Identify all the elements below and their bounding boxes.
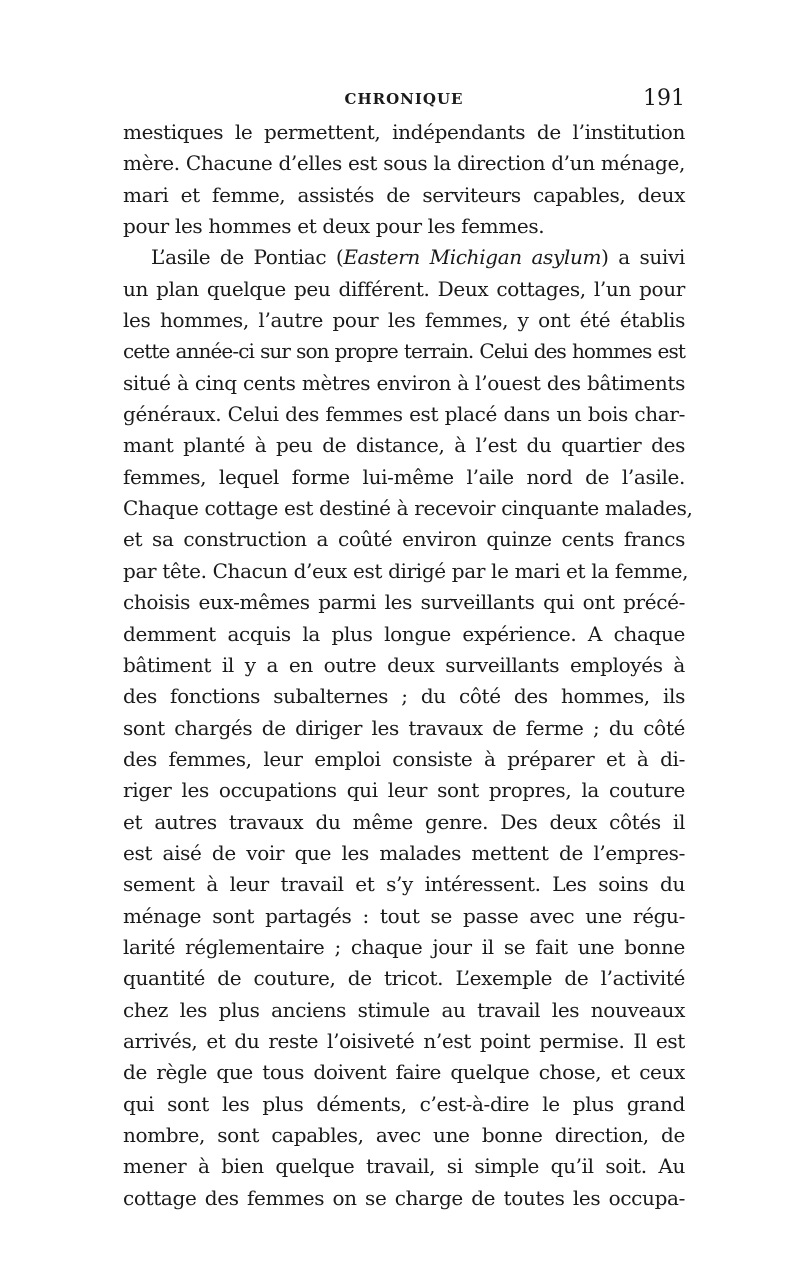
page-number: 191 bbox=[643, 86, 685, 111]
text-line: chez les plus anciens stimule au travail les nouveaux bbox=[123, 997, 685, 1022]
text-line: quantité de couture, de tricot. L’exemple de l’activité bbox=[123, 966, 685, 991]
text-line: mestiques le permettent, indépendants de l’institution bbox=[123, 120, 685, 144]
text-line: les hommes, l’autre pour les femmes, y ont été établis bbox=[123, 308, 685, 333]
text-line: et autres travaux du même genre. Des deux côtés il bbox=[123, 809, 685, 834]
text-line: mère. Chacune d’elles est sous la direction d’un ménage, bbox=[123, 151, 685, 176]
text-line: mener à bien quelque travail, si simple qu’il soit. Au bbox=[123, 1154, 685, 1179]
text-line: demment acquis la plus longue expérience. A chaque bbox=[123, 621, 685, 646]
text-run: ) a suivi bbox=[601, 245, 685, 270]
text-line: des fonctions subalternes ; du côté des hommes, ils bbox=[123, 684, 685, 709]
text-line: riger les occupations qui leur sont propres, la couture bbox=[123, 778, 685, 803]
text-line: cette année-ci sur son propre terrain. Celui des hommes est bbox=[123, 339, 685, 364]
text-line: un plan quelque peu différent. Deux cottages, l’un pour bbox=[123, 276, 685, 301]
text-line: généraux. Celui des femmes est placé dans un bois char- bbox=[123, 402, 685, 427]
italic-title: Eastern Michigan asylum bbox=[343, 245, 602, 270]
text-line: de règle que tous doivent faire quelque chose, et ceux bbox=[123, 1060, 685, 1085]
text-line: cottage des femmes on se charge de toutes les occupa- bbox=[123, 1185, 685, 1210]
running-head bbox=[123, 86, 685, 116]
text-line: des femmes, leur emploi consiste à préparer et à di- bbox=[123, 746, 685, 771]
text-line: est aisé de voir que les malades mettent de l’empres- bbox=[123, 840, 685, 865]
running-title: CHRONIQUE bbox=[344, 90, 464, 108]
text-line: sont chargés de diriger les travaux de ferme ; du côté bbox=[123, 715, 685, 740]
text-line: femmes, lequel forme lui-même l’aile nord de l’asile. bbox=[123, 464, 685, 489]
text-line: et sa construction a coûté environ quinze cents francs bbox=[123, 527, 685, 552]
text-line: ménage sont partagés : tout se passe avec une régu- bbox=[123, 903, 685, 928]
text-line: par tête. Chacun d’eux est dirigé par le mari et la femme, bbox=[123, 558, 689, 583]
text-line: mant planté à peu de distance, à l’est du quartier des bbox=[123, 433, 685, 458]
text-line: bâtiment il y a en outre deux surveillants employés à bbox=[123, 652, 685, 677]
text-run: L’asile de Pontiac ( bbox=[151, 245, 344, 270]
text-line: Chaque cottage est destiné à recevoir cinquante malades, bbox=[123, 496, 693, 521]
body-text bbox=[123, 117, 693, 1214]
text-line: choisis eux-mêmes parmi les surveillants qui ont précé- bbox=[123, 590, 685, 615]
text-line: pour les hommes et deux pour les femmes. bbox=[123, 214, 545, 239]
text-line: situé à cinq cents mètres environ à l’ouest des bâtiments bbox=[123, 370, 685, 395]
text-line: sement à leur travail et s’y intéressent. Les soins du bbox=[123, 872, 685, 897]
text-line: arrivés, et du reste l’oisiveté n’est point permise. Il est bbox=[123, 1028, 685, 1053]
text-line: larité réglementaire ; chaque jour il se fait une bonne bbox=[123, 934, 685, 959]
text-line: nombre, sont capables, avec une bonne direction, de bbox=[123, 1123, 685, 1147]
text-line-with-italic bbox=[123, 242, 685, 273]
text-line: mari et femme, assistés de serviteurs capables, deux bbox=[123, 182, 685, 207]
text-line: qui sont les plus déments, c’est-à-dire le plus grand bbox=[123, 1091, 685, 1116]
